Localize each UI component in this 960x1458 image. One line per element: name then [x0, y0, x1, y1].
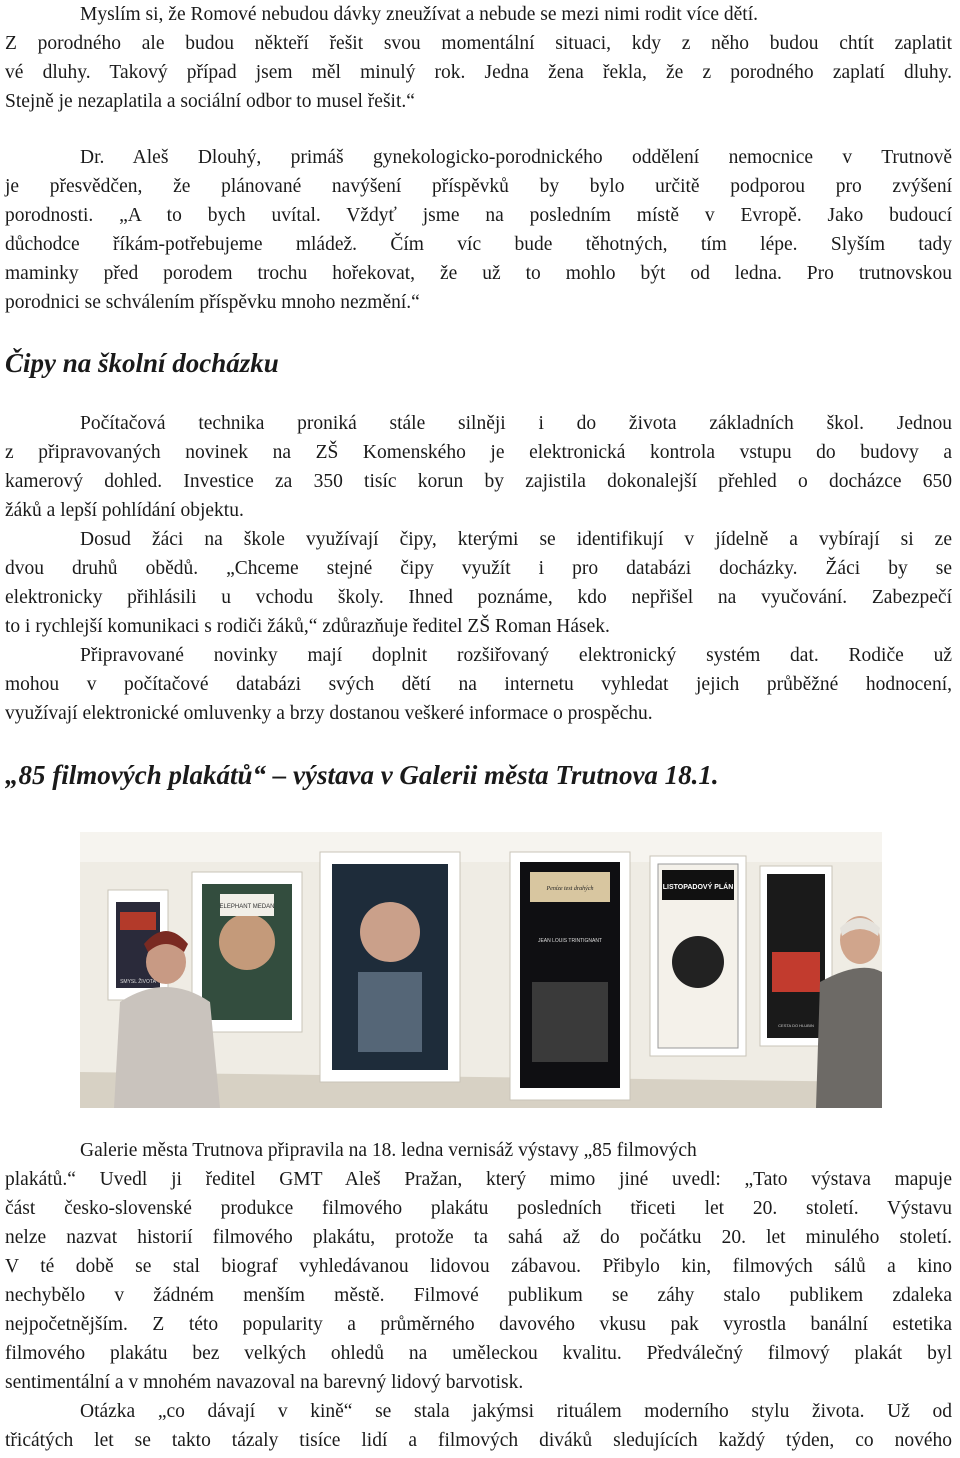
- text-line: plakátů.“ Uvedl ji ředitel GMT Aleš Pražan, který mimo jiné uvedl: „Tato výstava mapuje: [5, 1169, 952, 1190]
- text-line: Myslím si, že Romové nebudou dávky zneužívat a nebude se mezi nimi rodit více dětí.: [80, 4, 758, 25]
- section-heading-cipy: Čipy na školní docházku: [5, 348, 279, 378]
- text-line: nelze nazvat historií filmového plakátu, protože ta sahá až do počátku 20. let minulého století.: [5, 1227, 952, 1248]
- text-line: Dr. Aleš Dlouhý, primáš gynekologicko-porodnického oddělení nemocnice v Trutnově: [80, 147, 952, 168]
- poster-title-1: SMYSL ŽIVOTA: [120, 979, 156, 985]
- text-line: třicátých let se takto tázaly tisíce lidí a filmových diváků sledujících každý týden, co nového: [5, 1430, 952, 1451]
- text-line: nechybělo v žádném menším městě. Filmové publikum se záhy stalo publikem zdaleka: [5, 1285, 952, 1306]
- text-line: V té době se stal biograf vyhledávanou lidovou zábavou. Přibylo kin, filmových sálů a kino: [5, 1256, 952, 1277]
- text-line: kamerový dohled. Investice za 350 tisíc korun by zajistila dokonalejší přehled o docházce 650: [5, 471, 952, 492]
- text-line: Stejně je nezaplatila a sociální odbor to musel řešit.“: [5, 91, 415, 112]
- poster-title-5: LISTOPADOVÝ PLÁN: [662, 884, 734, 891]
- poster-title-2: ELEPHANT MEDAN: [219, 904, 275, 910]
- text-line: Počítačová technika proniká stále silněji i do života základních škol. Jednou: [80, 413, 952, 434]
- text-line: mohou v počítačové databázi svých dětí na internetu vyhledat jejich průběžné hodnocení,: [5, 674, 952, 695]
- text-line: část česko-slovenské produkce filmového plakátu posledních třiceti let 20. století. Výstavu: [5, 1198, 952, 1219]
- text-line: z připravovaných novinek na ZŠ Komenského je elektronická kontrola vstupu do budovy a: [5, 442, 952, 463]
- exhibition-photo-drawing: [80, 832, 882, 1108]
- text-line: Připravované novinky mají doplnit rozšiřovaný elektronický systém dat. Rodiče už: [80, 645, 952, 666]
- text-line: Dosud žáci na škole využívají čipy, kterými se identifikují v jídelně a vybírají si ze: [80, 529, 952, 550]
- text-line: to i rychlejší komunikaci s rodiči žáků,“ zdůrazňuje ředitel ZŠ Roman Hásek.: [5, 616, 610, 637]
- exhibition-photo: [80, 832, 882, 1108]
- text-line: Galerie města Trutnova připravila na 18. ledna vernisáž výstavy „85 filmových: [80, 1140, 697, 1161]
- text-line: důchodce říkám-potřebujeme mládež. Čím víc bude těhotných, tím lépe. Slyším tady: [5, 234, 952, 255]
- text-line: nejpočetnějším. Z této popularity a průměrného davového vkusu pak vyrostla banální estetika: [5, 1314, 952, 1335]
- text-line: je přesvědčen, že plánované navýšení příspěvků by bylo určitě podporou pro zvýšení: [5, 176, 952, 197]
- text-line: vé dluhy. Takový případ jsem měl minulý rok. Jedna žena řekla, že z porodného zaplatí dluhy.: [5, 62, 952, 83]
- poster-title-4: JEAN LOUIS TRINTIGNANT: [537, 938, 603, 944]
- text-line: elektronicky přihlásili u vchodu školy. Ihned poznáme, kdo nepřišel na vyučování. Zabezpečí: [5, 587, 952, 608]
- text-line: maminky před porodem trochu hořekovat, že už to mohlo být od ledna. Pro trutnovskou: [5, 263, 952, 284]
- text-line: Otázka „co dávají v kině“ se stala jakýmsi rituálem moderního stylu života. Už od: [80, 1401, 952, 1422]
- text-line: využívají elektronické omluvenky a brzy dostanou veškeré informace o prospěchu.: [5, 703, 653, 724]
- text-line: porodnosti. „A to bych uvítal. Vždyť jsme na posledním místě v Evropě. Jako budoucí: [5, 205, 952, 226]
- text-line: Z porodného ale budou někteří řešit svou momentální situaci, kdy z něho budou chtít zaplatit: [5, 33, 952, 54]
- text-line: porodnici se schválením příspěvku mnoho nezmění.“: [5, 292, 420, 313]
- text-line: dvou druhů obědů. „Chceme stejné čipy využít i pro databázi docházky. Žáci by se: [5, 558, 952, 579]
- poster-title-6: CESTA DO HLUBIN: [778, 1023, 814, 1028]
- text-line: filmového plakátu bez velkých ohledů na uměleckou kvalitu. Předválečný filmový plakát byl: [5, 1343, 952, 1364]
- section-heading-vystava: „85 filmových plakátů“ – výstava v Galerii města Trutnova 18.1.: [5, 760, 719, 790]
- text-line: žáků a lepší pohlídání objektu.: [5, 500, 244, 521]
- text-line: sentimentální a v mnohém navazoval na barevný lidový barvotisk.: [5, 1372, 524, 1393]
- poster-title-3: Peníze test drahých: [546, 886, 594, 892]
